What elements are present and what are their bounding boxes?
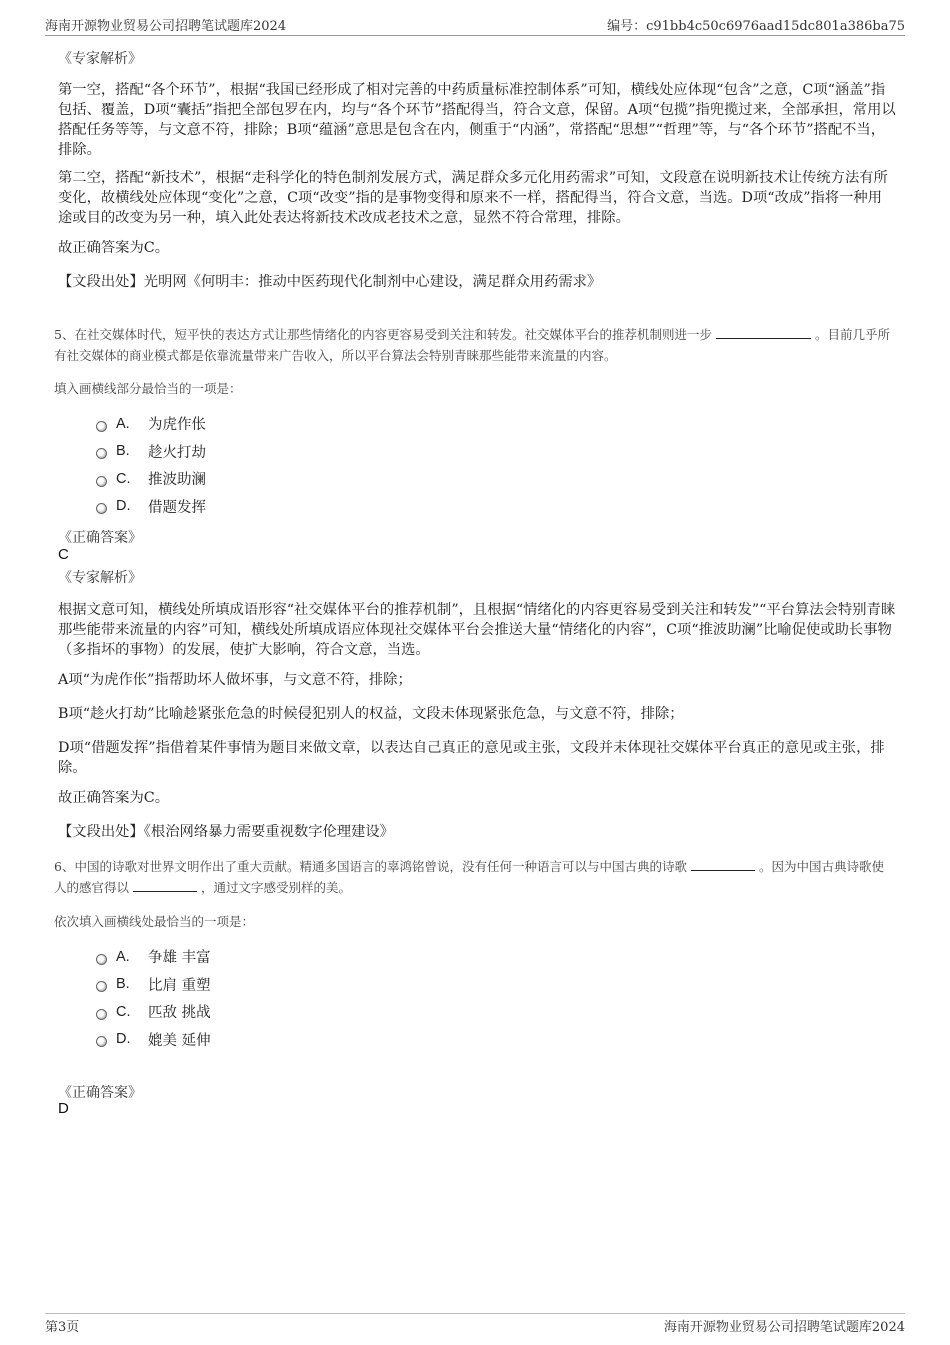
document-id: 编号：c91bb4c50c6976aad15dc801a386ba75	[607, 19, 905, 34]
radio-icon[interactable]	[96, 503, 107, 514]
option-letter: A.	[116, 415, 130, 432]
option-text: 争雄 丰富	[148, 950, 211, 967]
page-header	[45, 13, 905, 36]
option-b[interactable]	[96, 971, 211, 999]
question-text: 5、在社交媒体时代，短平快的表达方式让那些情绪化的内容更容易受到关注和转发。社交媒体平台的推荐机制则进一步	[54, 327, 712, 342]
option-text: 推波助澜	[148, 472, 206, 489]
analysis-paragraph: 根据文意可知，横线处所填成语形容“社交媒体平台的推荐机制”，且根据“情绪化的内容更容易受到关注和转发”“平台算法会特别青睐那些能带来流量的内容”可知，横线处所填成语应体现社交媒体平台会推送大量“情绪化的内容”，C项“推波助澜”比喻促使或助长事物（多指坏的事物）的发展，使扩大影响，符合文意，当选。	[58, 602, 896, 658]
radio-icon[interactable]	[96, 954, 107, 965]
source-citation: 【文段出处】光明网《何明丰：推动中医药现代化制剂中心建设，满足群众用药需求》	[58, 274, 602, 290]
option-b[interactable]	[96, 438, 206, 466]
option-text: 比肩 重塑	[148, 977, 211, 994]
radio-icon[interactable]	[96, 1009, 107, 1020]
option-c[interactable]	[96, 998, 211, 1026]
answer-blank	[133, 878, 197, 892]
option-letter: B.	[116, 443, 130, 460]
radio-icon[interactable]	[96, 1036, 107, 1047]
question-text: 。目前几乎所有社交媒体的商业模式都是依靠流量带来广告收入，所以平台算法会特别青睐那些能带来流量的内容。	[54, 327, 890, 363]
correct-answer: C	[58, 546, 69, 563]
question-6-stem	[54, 856, 896, 898]
option-d[interactable]	[96, 1026, 211, 1054]
header-title: 海南开源物业贸易公司招聘笔试题库2024	[45, 19, 287, 34]
option-letter: C.	[116, 470, 131, 487]
option-text: 媲美 延伸	[148, 1032, 211, 1049]
analysis-paragraph: D项“借题发挥”指借着某件事情为题目来做文章，以表达自己真正的意见或主张，文段并未体现社交媒体平台真正的意见或主张，排除。	[58, 740, 885, 776]
page-footer	[45, 1313, 905, 1336]
radio-icon[interactable]	[96, 448, 107, 459]
analysis-paragraph: B项“趁火打劫”比喻趁紧张危急的时候侵犯别人的权益，文段未体现紧张危急，与文意不符，排除；	[58, 706, 684, 722]
analysis-conclusion: 故正确答案为C。	[58, 790, 170, 806]
question-text: ，通过文字感受别样的美。	[201, 880, 352, 895]
analysis-paragraph: 第一空，搭配“各个环节”，根据“我国已经形成了相对完善的中药质量标准控制体系”可知，横线处应体现“包含”之意，C项“涵盖”指包括、覆盖，D项“囊括”指把全部包罗在内，均与“各个环节”搭配得当，符合文意，保留。A项“包揽”指兜揽过来，全部承担，常用以搭配任务等等，与文意不符，排除；B项“蕴涵”意思是包含在内，侧重于“内涵”，常搭配“思想”“哲理”等，与“各个环节”搭配不当，排除。	[58, 82, 896, 158]
answer-blank	[716, 325, 811, 339]
question-prompt: 依次填入画横线处最恰当的一项是：	[54, 914, 255, 929]
correct-answer: D	[58, 1100, 69, 1117]
footer-title: 海南开源物业贸易公司招聘笔试题库2024	[663, 1320, 905, 1335]
source-citation: 【文段出处】《根治网络暴力需要重视数字伦理建设》	[58, 824, 394, 840]
answer-blank	[691, 857, 755, 871]
question-5-options	[96, 410, 206, 520]
option-text: 借题发挥	[148, 499, 206, 516]
radio-icon[interactable]	[96, 981, 107, 992]
page-number: 第3页	[45, 1320, 80, 1335]
correct-answer-label: 《正确答案》	[58, 530, 142, 546]
expert-analysis-label: 《专家解析》	[58, 570, 142, 586]
question-6-options	[96, 943, 211, 1053]
correct-answer-label: 《正确答案》	[58, 1085, 142, 1101]
option-letter: B.	[116, 976, 130, 993]
option-d[interactable]	[96, 493, 206, 521]
option-a[interactable]	[96, 410, 206, 438]
option-a[interactable]	[96, 943, 211, 971]
question-text: 。因为中国古典诗歌使人的感官得以	[54, 859, 884, 895]
radio-icon[interactable]	[96, 421, 107, 432]
question-5-stem	[54, 324, 896, 366]
expert-analysis-label: 《专家解析》	[58, 51, 142, 67]
option-letter: D.	[116, 1031, 131, 1048]
analysis-paragraph: A项“为虎作伥”指帮助坏人做坏事，与文意不符，排除；	[58, 672, 412, 688]
option-letter: D.	[116, 498, 131, 515]
option-letter: C.	[116, 1003, 131, 1020]
option-text: 匹敌 挑战	[148, 1005, 211, 1022]
question-prompt: 填入画横线部分最恰当的一项是：	[54, 381, 242, 396]
option-letter: A.	[116, 948, 130, 965]
option-text: 趁火打劫	[148, 444, 206, 461]
radio-icon[interactable]	[96, 476, 107, 487]
option-text: 为虎作伥	[148, 417, 206, 434]
analysis-conclusion: 故正确答案为C。	[58, 240, 170, 256]
question-text: 6、中国的诗歌对世界文明作出了重大贡献。精通多国语言的辜鸿铭曾说，没有任何一种语言可以与中国古典的诗歌	[54, 859, 687, 874]
option-c[interactable]	[96, 465, 206, 493]
analysis-paragraph: 第二空，搭配“新技术”，根据“走科学化的特色制剂发展方式，满足群众多元化用药需求”可知，文段意在说明新技术让传统方法有所变化，故横线处应体现“变化”之意，C项“改变”指的是事物变得和原来不一样，搭配得当，符合文意，当选。D项“改成”指将一种用途或目的改变为另一种，填入此处表达将新技术改成老技术之意，显然不符合常理，排除。	[58, 170, 888, 226]
